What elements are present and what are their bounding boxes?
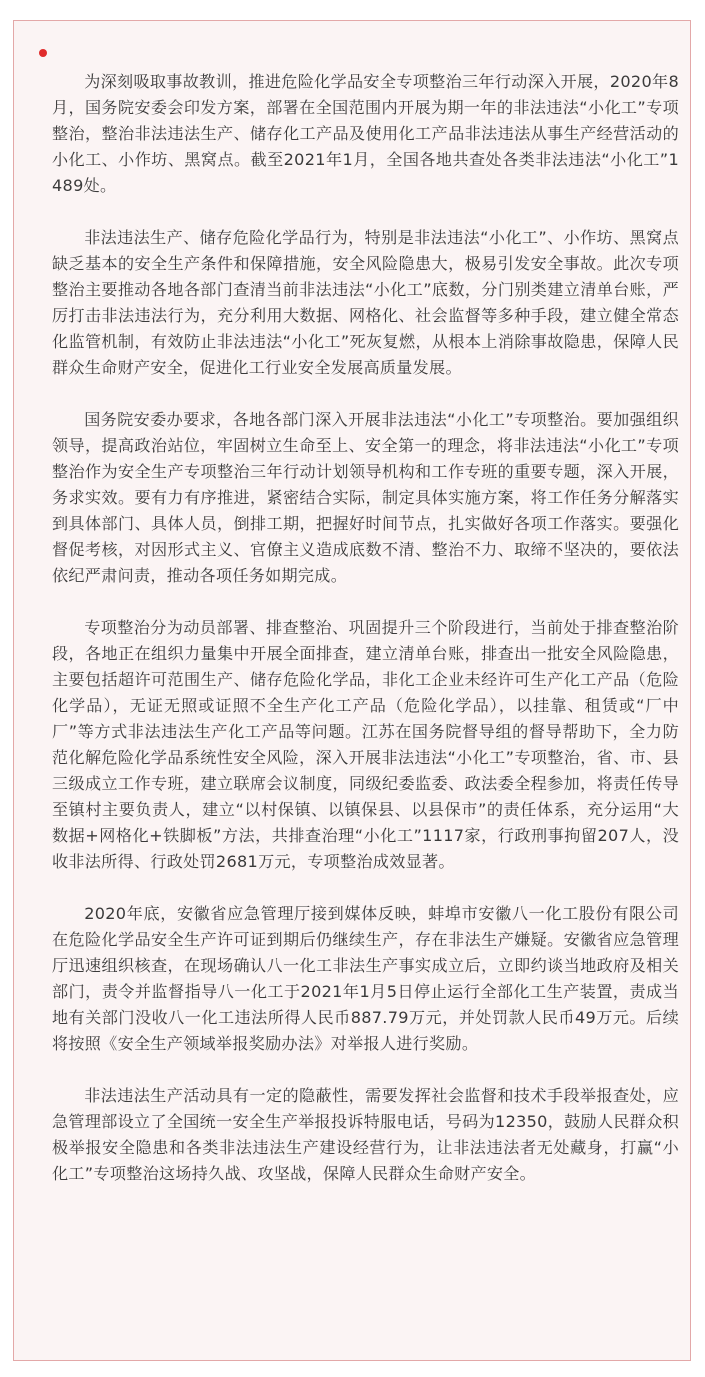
paragraph-4: 专项整治分为动员部署、排查整治、巩固提升三个阶段进行，当前处于排查整治阶段，各地正在组织力量集中开展全面排查，建立清单台账，排查出一批安全风险隐患，主要包括超许可范围生产、储存危险化学品，非化工企业未经许可生产化工产品（危险化学品），无证无照或证照不全生产化工产品（危险化学品），以挂靠、租赁或“厂中厂”等方式非法违法生产化工产品等问题。江苏在国务院督导组的督导帮助下，全力防范化解危险化学品系统性安全风险，深入开展非法违法“小化工”专项整治，省、市、县三级成立工作专班，建立联席会议制度，同级纪委监委、政法委全程参加，将责任传导至镇村主要负责人，建立“以村保镇、以镇保县、以县保市”的责任体系，充分运用“大数据+网格化+铁脚板”方法，共排查治理“小化工”1117家，行政刑事拘留207人，没收非法所得、行政处罚2681万元，专项整治成效显著。 — [52, 618, 679, 871]
paragraph-3: 国务院安委办要求，各地各部门深入开展非法违法“小化工”专项整治。要加强组织领导，提高政治站位，牢固树立生命至上、安全第一的理念，将非法违法“小化工”专项整治作为安全生产专项整治三年行动计划领导机构和工作专班的重要专题，深入开展，务求实效。要有力有序推进，紧密结合实际，制定具体实施方案，将工作任务分解落实到具体部门、具体人员，倒排工期，把握好时间节点，扎实做好各项工作落实。要强化督促考核，对因形式主义、官僚主义造成底数不清、整治不力、取缔不坚决的，要依法依纪严肃问责，推动各项任务如期完成。 — [52, 410, 679, 585]
paragraph-6: 非法违法生产活动具有一定的隐蔽性，需要发挥社会监督和技术手段举报查处，应急管理部设立了全国统一安全生产举报投诉特服电话，号码为12350，鼓励人民群众积极举报安全隐患和各类非法违法生产建设经营行为，让非法违法者无处藏身，打赢“小化工”专项整治这场持久战、攻坚战，保障人民群众生命财产安全。 — [52, 1086, 679, 1183]
article-body — [52, 69, 679, 1187]
paragraph-2: 非法违法生产、储存危险化学品行为，特别是非法违法“小化工”、小作坊、黑窝点缺乏基本的安全生产条件和保障措施，安全风险隐患大，极易引发安全事故。此次专项整治主要推动各地各部门查清当前非法违法“小化工”底数，分门别类建立清单台账，严厉打击非法违法行为，充分利用大数据、网格化、社会监督等多种手段，建立健全常态化监管机制，有效防止非法违法“小化工”死灰复燃，从根本上消除事故隐患，保障人民群众生命财产安全，促进化工行业安全发展高质量发展。 — [52, 228, 679, 377]
paragraph-1: 为深刻吸取事故教训，推进危险化学品安全专项整治三年行动深入开展，2020年8月，国务院安委会印发方案，部署在全国范围内开展为期一年的非法违法“小化工”专项整治，整治非法违法生产、储存化工产品及使用化工产品非法违法从事生产经营活动的小化工、小作坊、黑窝点。截至2021年1月，全国各地共查处各类非法违法“小化工”1489处。 — [52, 72, 679, 195]
red-dot-icon — [39, 49, 47, 57]
article-card — [13, 20, 691, 1361]
paragraph-5: 2020年底，安徽省应急管理厅接到媒体反映，蚌埠市安徽八一化工股份有限公司在危险化学品安全生产许可证到期后仍继续生产，存在非法生产嫌疑。安徽省应急管理厅迅速组织核查，在现场确认八一化工非法生产事实成立后，立即约谈当地政府及相关部门，责令并监督指导八一化工于2021年1月5日停止运行全部化工生产装置，责成当地有关部门没收八一化工违法所得人民币887.79万元，并处罚款人民币49万元。后续将按照《安全生产领域举报奖励办法》对举报人进行奖励。 — [52, 904, 679, 1053]
